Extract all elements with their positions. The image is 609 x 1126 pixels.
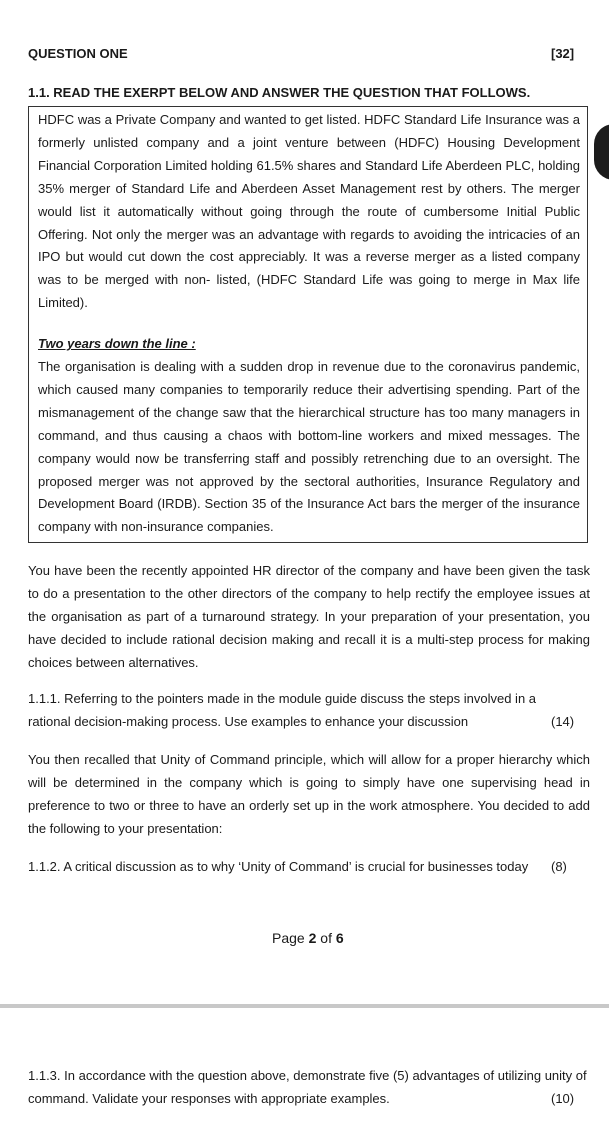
page-current: 2 [308, 930, 317, 946]
question-1-1-3-marks: (10) [551, 1091, 575, 1106]
question-1-1-2-marks: (8) [551, 859, 567, 874]
excerpt-subheading: Two years down the line : [38, 336, 196, 351]
section-title: 1.1. READ THE EXERPT BELOW AND ANSWER THE QUESTION THAT FOLLOWS. [28, 85, 531, 100]
side-tab-handle[interactable] [594, 124, 609, 180]
excerpt-paragraph-1: HDFC was a Private Company and wanted to get listed. HDFC Standard Life Insurance was a formerly unlisted company and a joint venture between (HDFC) Housing Development Financial Corporation Limited holding 61.5% shares and Standard Life Aberdeen PLC, holding 35% merger of Standard Life and Aberdeen Asset Management rest by others. The merger would list it automatically without going through the route of cumbersome Initial Public Offering. Not only the merger was an advantage with regards to avoiding the intricacies of an IPO but would cut down the cost appreciably. It was a reverse merger as a listed company was to be merged with non- listed, (HDFC Standard Life was going to merge in Max life Limited). [38, 112, 580, 311]
total-marks: [32] [551, 46, 575, 61]
page-divider [0, 1004, 609, 1008]
question-title: QUESTION ONE [28, 46, 128, 61]
question-1-1-3: 1.1.3. In accordance with the question above, demonstrate five (5) advantages of utilizing unity of command. Validate your responses with appropriate examples. [28, 1068, 587, 1106]
excerpt-paragraph-2: The organisation is dealing with a sudden drop in revenue due to the coronavirus pandemic, which caused many companies to temporarily reduce their advertising spending. Part of the mismanagement of the change saw that the hierarchical structure has too many managers in command, and thus causing a chaos with bottom-line workers and mixed messages. The company would now be transferring staff and possibly retrenching due to an oversight. The proposed merger was not approved by the sectoral authorities, Insurance Regulatory and Development Board (IRDB). Section 35 of the Insurance Act bars the merger of the insurance company with non-insurance companies. [38, 359, 580, 535]
page-of: of [320, 930, 332, 946]
page-word: Page [272, 930, 305, 946]
page-total: 6 [335, 930, 344, 946]
page-number [272, 930, 344, 946]
question-1-1-1-marks: (14) [551, 714, 575, 729]
question-1-1-1: 1.1.1. Referring to the pointers made in the module guide discuss the steps involved in a rational decision-making process. Use examples to enhance your discussion [28, 691, 537, 729]
intro-paragraph: You have been the recently appointed HR director of the company and have been given the task to do a presentation to the other directors of the company to help rectify the employee issues at the organisation as part of a turnaround strategy. In your preparation of your presentation, you have decided to include rational decision making and recall it is a multi-step process for making choices between alternatives. [28, 563, 590, 670]
question-1-1-2: 1.1.2. A critical discussion as to why ‘Unity of Command’ is crucial for businesses today [28, 859, 529, 874]
excerpt-box [28, 106, 588, 543]
unity-paragraph: You then recalled that Unity of Command principle, which will allow for a proper hierarchy which will be determined in the company which is going to simply have one supervising head in preference to two or three to have an orderly set up in the work atmosphere. You decided to add the following to your presentation: [28, 752, 590, 836]
